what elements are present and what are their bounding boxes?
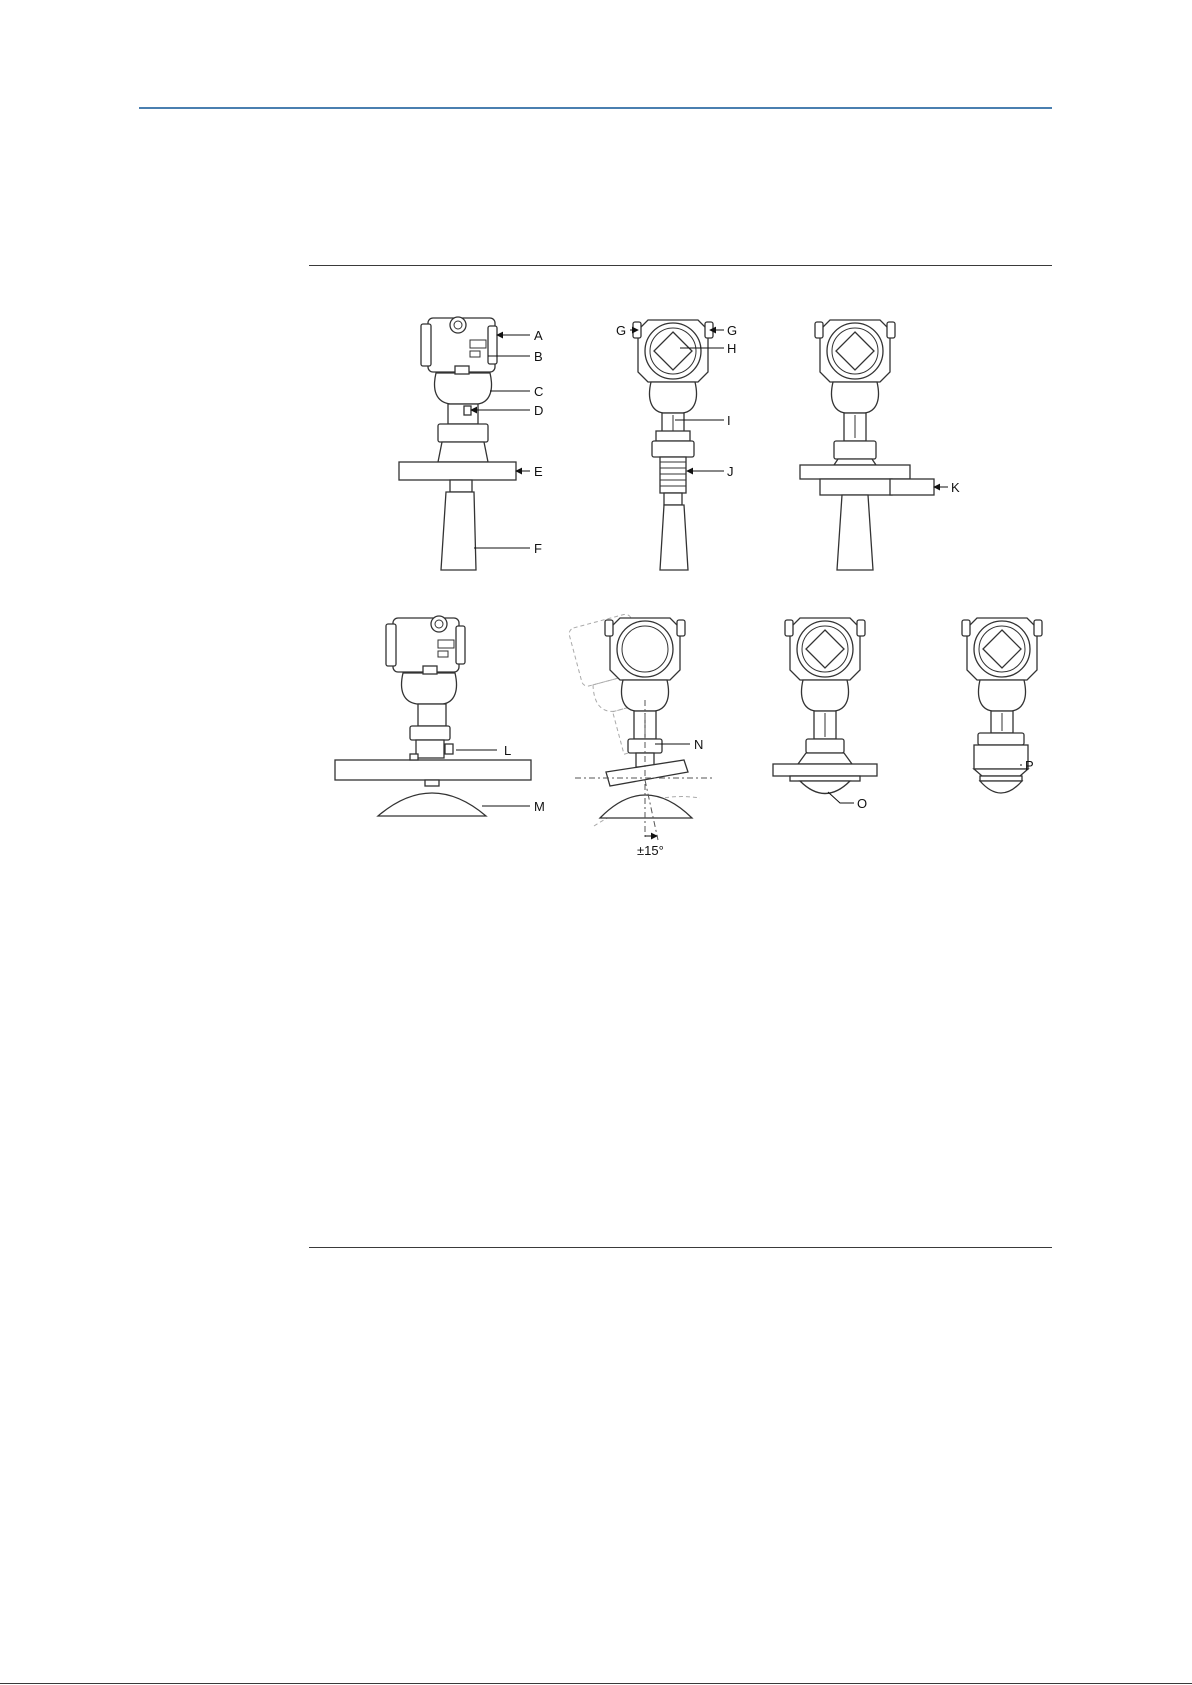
callout-o xyxy=(828,792,867,811)
transmitter-threaded-cone-front-view xyxy=(633,320,713,570)
callout-label-l: L xyxy=(504,743,512,758)
callout-a xyxy=(497,328,543,343)
callout-f xyxy=(474,541,542,556)
callout-label-o: O xyxy=(857,796,868,811)
callout-d xyxy=(471,403,543,418)
transmitter-flanged-cone-front-view xyxy=(800,320,934,570)
callout-j xyxy=(687,464,734,479)
transmitter-flanged-process-seal-view xyxy=(773,618,877,794)
callout-label-g-left: G xyxy=(616,323,627,338)
callout-k xyxy=(934,480,960,495)
callout-label-e: E xyxy=(534,464,543,479)
callout-label-f: F xyxy=(534,541,542,556)
callout-label-i: I xyxy=(727,413,731,428)
callout-label-k: K xyxy=(951,480,960,495)
transmitter-flanged-cone-side-view xyxy=(399,317,516,570)
callout-label-d: D xyxy=(534,403,544,418)
transmitter-parabolic-side-view xyxy=(335,616,531,816)
callout-label-a: A xyxy=(534,328,543,343)
callout-label-m: M xyxy=(534,799,545,814)
callout-label-c: C xyxy=(534,384,544,399)
callout-c xyxy=(490,384,543,399)
callout-label-g-right: G xyxy=(727,323,738,338)
callout-label-h: H xyxy=(727,341,737,356)
callout-label-b: B xyxy=(534,349,543,364)
callout-label-j: J xyxy=(727,464,734,479)
callout-label-p: P xyxy=(1025,758,1034,773)
transmitter-swivel-parabolic-view xyxy=(568,613,715,840)
callout-m xyxy=(482,799,545,814)
callout-g-right xyxy=(710,323,737,338)
tilt-angle-label: ±15° xyxy=(637,843,664,858)
callout-label-n: N xyxy=(694,737,704,752)
callout-l xyxy=(456,743,511,758)
callout-e xyxy=(516,464,543,479)
